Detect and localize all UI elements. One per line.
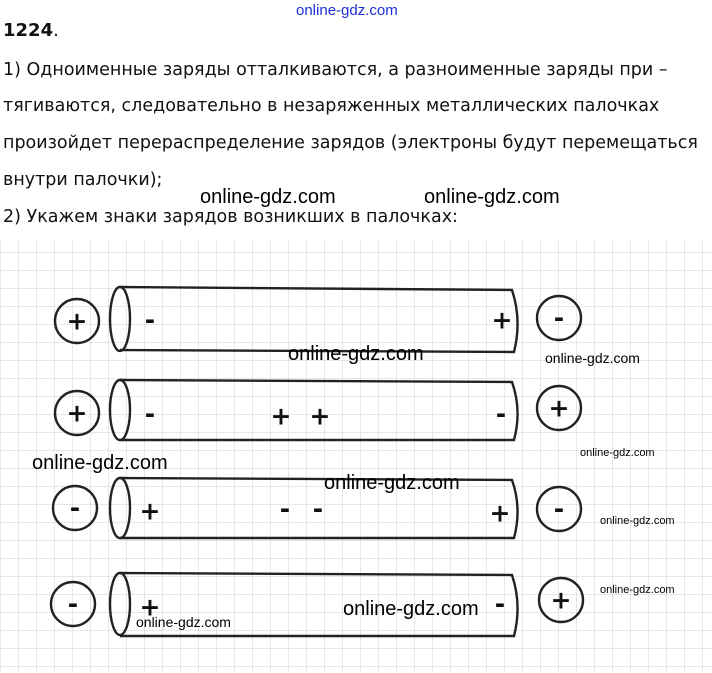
task-number-suffix: . [53, 20, 59, 41]
rod-sign: - [144, 399, 156, 429]
watermark: online-gdz.com [600, 584, 675, 596]
ball-sign-r1-right: - [553, 303, 565, 333]
ball-sign-r2-left: + [66, 398, 88, 428]
rod-sign: + [139, 496, 161, 526]
rod-sign: - [144, 305, 156, 335]
rod-sign: + [489, 498, 511, 528]
watermark: online-gdz.com [324, 472, 460, 494]
task-number-value: 1224 [3, 20, 54, 41]
text-line-2: тягиваются, следовательно в незаряженных металлических палочках [3, 96, 660, 116]
task-number [3, 20, 59, 41]
watermark: online-gdz.com [424, 186, 560, 208]
rod-sign: - [312, 494, 324, 524]
ball-sign-r1-left: + [66, 306, 88, 336]
text-line-3: произойдет перераспределение зарядов (электроны будут перемещаться [3, 133, 698, 153]
rod-sign: - [494, 589, 506, 619]
rod-sign: - [279, 494, 291, 524]
text-line-4: внутри палочки); [3, 170, 163, 190]
watermark: online-gdz.com [200, 186, 336, 208]
watermark: online-gdz.com [580, 447, 655, 459]
ball-sign-r4-left: - [67, 589, 79, 619]
text-line-5: 2) Укажем знаки зарядов возникших в палочках: [3, 207, 458, 227]
rod-sign: + [270, 401, 292, 431]
watermark: online-gdz.com [288, 343, 424, 365]
watermark: online-gdz.com [343, 598, 479, 620]
rod-sign: + [309, 401, 331, 431]
watermark-top[interactable]: online-gdz.com [296, 2, 398, 19]
watermark: online-gdz.com [600, 515, 675, 527]
ball-sign-r3-left: - [69, 493, 81, 523]
rod-sign: - [495, 399, 507, 429]
ball-sign-r2-right: + [548, 393, 570, 423]
rod-sign: + [139, 592, 161, 622]
text-line-1: 1) Одноименные заряды отталкиваются, а разноименные заряды при – [3, 60, 668, 80]
rod-sign: + [491, 305, 513, 335]
ball-sign-r3-right: - [553, 494, 565, 524]
ball-sign-r4-right: + [550, 585, 572, 615]
watermark: online-gdz.com [32, 452, 168, 474]
watermark: online-gdz.com [136, 614, 231, 630]
watermark: online-gdz.com [545, 350, 640, 366]
